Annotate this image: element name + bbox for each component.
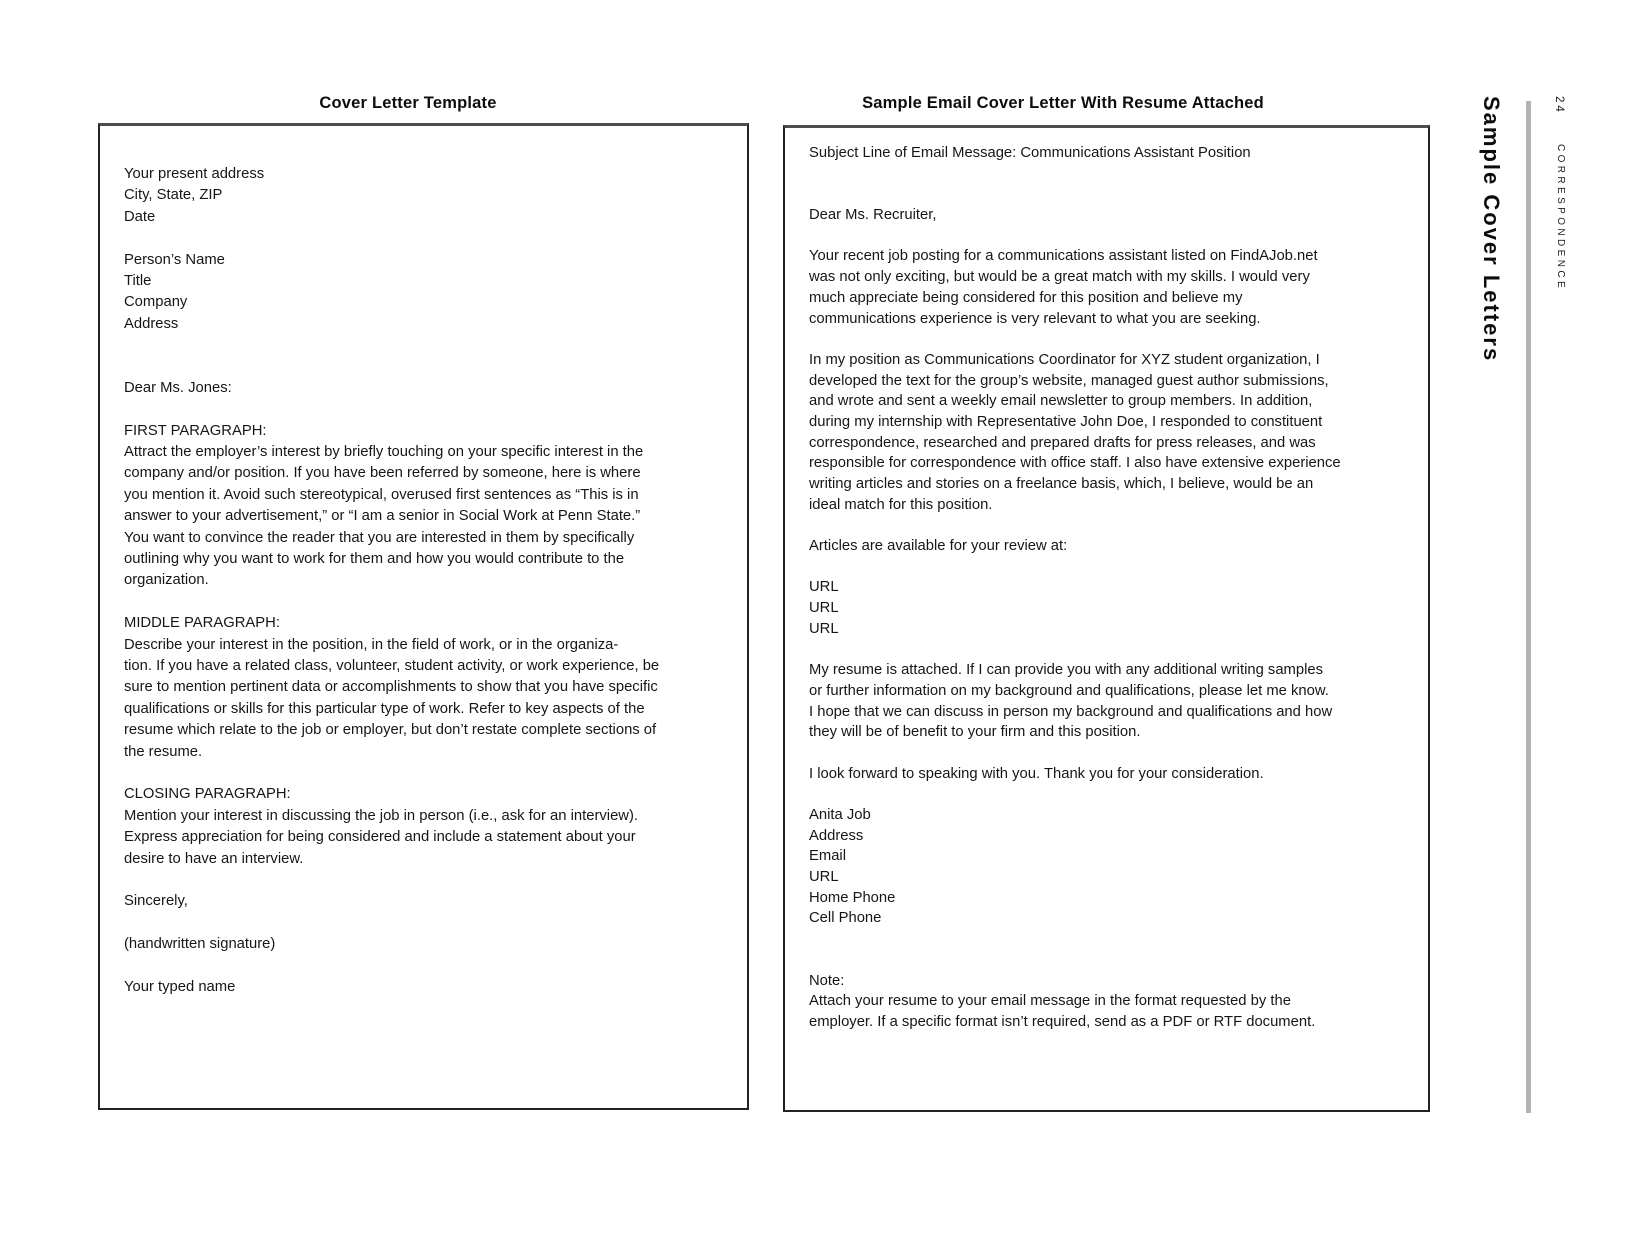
text-line: Subject Line of Email Message: Communications Assistant Position (809, 145, 1251, 161)
text-line: employer. If a specific format isn’t required, send as a PDF or RTF document. (809, 1013, 1316, 1030)
text-line: Address (124, 315, 179, 332)
text-line: during my internship with Representative John Doe, I responded to constituent (809, 413, 1323, 430)
text-line: URL (809, 869, 839, 886)
text-line: responsible for correspondence with office staff. I also have extensive experience (809, 455, 1341, 472)
text-line: CLOSING PARAGRAPH: (124, 786, 291, 803)
text-line (809, 929, 1414, 950)
right-panel-title: Sample Email Cover Letter With Resume Attached (862, 94, 1264, 112)
text-line: company and/or position. If you have been referred by someone, here is where (124, 465, 641, 482)
text-line (809, 640, 1414, 661)
text-line: Cell Phone (809, 910, 882, 927)
text-line: Sincerely, (124, 893, 188, 910)
text-line (809, 784, 1414, 805)
text-line: and wrote and sent a weekly email newsletter to group members. In addition, (809, 393, 1313, 410)
text-line: URL (809, 600, 839, 617)
text-line (124, 870, 729, 891)
sample-email-cover-letter-content (809, 143, 1414, 1033)
text-line (809, 515, 1414, 536)
text-line (809, 164, 1414, 185)
text-line (124, 399, 729, 420)
text-line: you mention it. Avoid such stereotypical, overused first sentences as “This is in (124, 486, 639, 503)
text-line: Express appreciation for being considered and include a statement about your (124, 829, 636, 846)
text-line: qualifications or skills for this particular type of work. Refer to key aspects of the (124, 700, 645, 717)
text-line: Title (124, 272, 152, 289)
text-line (809, 557, 1414, 578)
text-line (124, 228, 729, 249)
text-line: URL (809, 579, 839, 596)
sample-email-cover-letter-box (783, 125, 1430, 1112)
text-line: tion. If you have a related class, volunteer, student activity, or work experience, be (124, 657, 660, 674)
text-line: developed the text for the group’s website, managed guest author submissions, (809, 372, 1329, 389)
text-line (809, 743, 1414, 764)
text-line (124, 335, 729, 356)
text-line: ideal match for this position. (809, 496, 993, 513)
text-line: Your recent job posting for a communications assistant listed on FindAJob.net (809, 248, 1318, 265)
text-line: answer to your advertisement,” or “I am a senior in Social Work at Penn State.” (124, 508, 641, 525)
cover-letter-template-box (98, 123, 749, 1110)
text-line (124, 357, 729, 378)
text-line: Person’s Name (124, 251, 225, 268)
text-line: My resume is attached. If I can provide you with any additional writing samples (809, 662, 1324, 679)
text-line: outlining why you want to work for them and how you would contribute to the (124, 551, 625, 568)
text-line: Dear Ms. Recruiter, (809, 207, 937, 224)
text-line (809, 184, 1414, 205)
text-line (124, 955, 729, 976)
text-line: Attract the employer’s interest by briefly touching on your specific interest in the (124, 444, 644, 461)
text-line: FIRST PARAGRAPH: (124, 422, 267, 439)
text-line: much appreciate being considered for this position and believe my (809, 289, 1243, 306)
text-line: Home Phone (809, 889, 896, 906)
text-line (809, 226, 1414, 247)
text-line: Anita Job (809, 807, 871, 823)
text-line: correspondence, researched and prepared drafts for press releases, and was (809, 434, 1316, 451)
text-line: desire to have an interview. (124, 850, 304, 867)
text-line: Mention your interest in discussing the job in person (i.e., ask for an interview). (124, 807, 639, 824)
text-line: Email (809, 848, 846, 865)
text-line: I look forward to speaking with you. Thank you for your consideration. (809, 765, 1264, 782)
text-line: Your present address (124, 166, 265, 182)
text-line: I hope that we can discuss in person my background and qualifications and how (809, 703, 1333, 720)
sidebar-divider (1526, 101, 1531, 1113)
text-line: was not only exciting, but would be a great match with my skills. I would very (809, 269, 1310, 286)
text-line: Note: (809, 972, 845, 989)
text-line: or further information on my background and qualifications, please let me know. (809, 682, 1329, 699)
section-label: CORRESPONDENCE (1555, 144, 1566, 292)
text-line: Address (809, 827, 864, 844)
text-line: You want to convince the reader that you are interested in them by specifically (124, 529, 635, 546)
text-line: sure to mention pertinent data or accomplishments to show that you have specific (124, 679, 658, 696)
text-line: In my position as Communications Coordinator for XYZ student organization, I (809, 351, 1320, 368)
text-line: Company (124, 294, 188, 311)
text-line (809, 329, 1414, 350)
text-line (124, 592, 729, 613)
text-line: Your typed name (124, 978, 236, 995)
text-line: (handwritten signature) (124, 936, 276, 953)
text-line: communications experience is very relevant to what you are seeking. (809, 310, 1261, 327)
text-line: writing articles and stories on a freelance basis, which, I believe, would be an (809, 476, 1314, 492)
text-line: Date (124, 208, 156, 225)
page-number: 24 (1553, 96, 1565, 115)
text-line: MIDDLE PARAGRAPH: (124, 615, 280, 632)
text-line (124, 913, 729, 934)
text-line: resume which relate to the job or employer, but don’t restate complete sections of (124, 722, 657, 739)
text-line: URL (809, 620, 839, 637)
sidebar-chapter-title: Sample Cover Letters (1479, 96, 1504, 363)
text-line: Attach your resume to your email message in the format requested by the (809, 993, 1291, 1010)
text-line (809, 950, 1414, 971)
text-line: Describe your interest in the position, in the field of work, or in the organiza- (124, 636, 619, 653)
text-line (124, 763, 729, 784)
text-line: organization. (124, 572, 209, 589)
cover-letter-template-content (124, 164, 729, 998)
text-line: City, State, ZIP (124, 187, 223, 204)
text-line: Dear Ms. Jones: (124, 379, 232, 396)
text-line: they will be of benefit to your firm and this position. (809, 724, 1141, 741)
text-line: the resume. (124, 743, 203, 760)
text-line: Articles are available for your review at: (809, 538, 1068, 555)
left-panel-title: Cover Letter Template (319, 94, 497, 112)
